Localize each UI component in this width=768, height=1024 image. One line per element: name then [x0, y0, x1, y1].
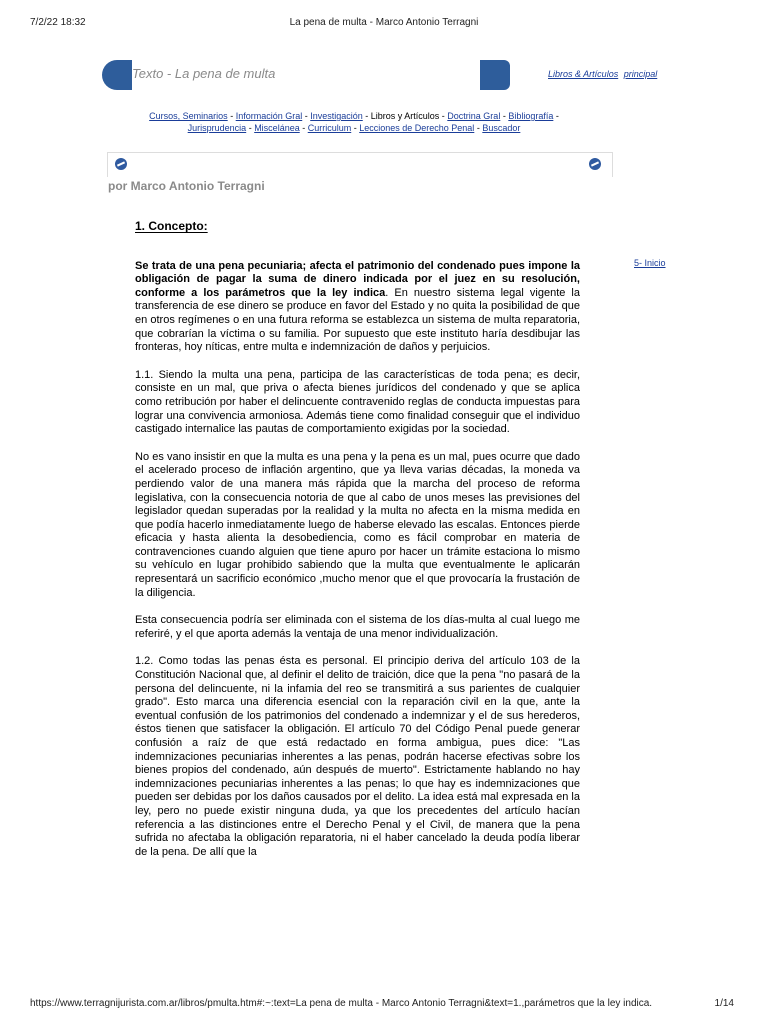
nav-item-bibliografía[interactable]: Bibliografía	[508, 111, 554, 121]
nav-separator: -	[227, 111, 236, 121]
body-paragraph: 1.2. Como todas las penas ésta es personal. El principio deriva del artículo 103 de la Constitución Nacional que, al definir el delito de traición, dice que la pena "no pasará de la persona del delincuente, ni la infamia del reo se transmitirá a sus parientes de cualquier grado". Esto marca una diferencia esencial con la reparación civil en la que, ante la eventual confusión de los patrimonios del condenado a indemnizar y el de sus herederos, éstos tienen que satisfacer la obligación. El artículo 70 del Código Penal puede generar confusión a raíz de que está redactado en forma ambigua, pues dice: "Las indemnizaciones pecuniarias inherentes a las penas, podrán hacerse efectivas sobre los bienes propios del condenado, aún después de muerto". Estrictamente hablando no hay indemnizaciones pecuniarias inherentes a las penas; lo que hay es indemnizaciones que pueden ser debidas por los daños causados por el delito. La idea está mal expresada en la ley, pero no puede existir ninguna duda, ya que los precedentes del artículo hacían referencia a las distinciones entre el Derecho Penal y el Civil, de manera que la pena sufrida no afectaba la obligación reparatoria, ni el haber cancelado la deuda podía liberar de la pena. De allí que la	[135, 655, 580, 858]
print-datetime: 7/2/22 18:32	[30, 17, 86, 28]
body-paragraph: No es vano insistir en que la multa es una pena y la pena es un mal, pues ocurre que dado el acelerado proceso de inflación argentino, que ya lleva varias décadas, la moneda va perdiendo valor de una manera más rápida que la marcha del proceso de reforma legislativa, con la consecuencia notoria de que al cabo de unos meses las previsiones del legislador quedan superadas por la realidad y la multa no afecta en la misma medida en que podía hacerlo inmediatamente luego de haberse elevado las escalas. Entonces pierde eficacia y hasta alienta la desobediencia, como es fácil comprobar en materia de contravenciones cuando alguien que tiene apuro por hacer un trámite estaciona lo mismo su vehículo en lugar prohibido sabiendo que la multa que eventualmente le aplicarán representará un sacrificio económico ,mucho menor que el que provocaría la frustación de la diligencia.	[135, 450, 580, 599]
intro-bold-text: Se trata de una pena pecuniaria; afecta el patrimonio del condenado pues impone la obligación de pagar la suma de dinero indicada por el juez en su resolución, conforme a los parámetros que la ley indica	[135, 259, 580, 299]
nav-item-curriculum[interactable]: Curriculum	[307, 123, 352, 133]
nav-separator: -	[299, 123, 308, 133]
nav-item-cursos-seminarios[interactable]: Cursos, Seminarios	[149, 111, 228, 121]
nav-item-jurisprudencia[interactable]: Jurisprudencia	[187, 123, 247, 133]
bullet-ball-icon	[589, 158, 601, 170]
print-header	[0, 0, 768, 28]
principal-link[interactable]: principal	[623, 69, 658, 79]
article-body	[135, 220, 580, 873]
intro-rest-text: . En nuestro sistema legal vigente la transferencia de ese dinero se produce en favor del Estado y no quita la posibilidad de que en otros regímenes o en una futura reforma se establezca un sistema de multa reparatoria, que cobrarían la víctima o su familia. Por supuesto que este instituto haría desdibujar las fronteras, hoy níticas, entre multa e indemnización de daños y perjuicios.	[135, 286, 580, 354]
nav-separator: -	[474, 123, 483, 133]
nav-separator: -	[351, 123, 360, 133]
banner-left-block	[102, 60, 132, 90]
body-paragraph: Esta consecuencia podría ser eliminada con el sistema de los días-multa al cual luego me referiré, y el que aporta además la ventaja de una menor individualización.	[135, 614, 580, 640]
banner-title: Texto - La pena de multa	[132, 66, 276, 81]
print-url: https://www.terragnijurista.com.ar/libros/pmulta.htm#:~:text=La pena de multa - Marco Antonio Terragni&text=1.,parámetros que la ley indica.	[30, 998, 653, 1009]
nav-separator: -	[302, 111, 311, 121]
nav-item-libros-y-artículos: Libros y Artículos	[370, 111, 440, 121]
top-links	[548, 69, 660, 79]
nav-separator: -	[439, 111, 448, 121]
title-banner	[102, 60, 510, 90]
banner-right-block	[480, 60, 510, 90]
page-number: 1/14	[714, 998, 734, 1009]
inicio-link[interactable]: 5- Inicio	[634, 258, 666, 268]
nav-item-lecciones-de-derecho-penal[interactable]: Lecciones de Derecho Penal	[359, 123, 475, 133]
nav-item-miscelánea[interactable]: Miscelánea	[254, 123, 300, 133]
print-footer	[0, 996, 768, 1024]
author-line: por Marco Antonio Terragni	[108, 179, 265, 193]
print-page-title: La pena de multa - Marco Antonio Terragni	[289, 17, 479, 28]
nav-item-información-gral[interactable]: Información Gral	[235, 111, 303, 121]
nav-separator: -	[553, 111, 559, 121]
nav-item-buscador[interactable]: Buscador	[482, 123, 521, 133]
site-navigation	[124, 110, 584, 134]
nav-separator: -	[500, 111, 509, 121]
nav-separator: -	[246, 123, 255, 133]
body-paragraph: 1.1. Siendo la multa una pena, participa de las características de toda pena; es decir, consiste en un mal, que priva o afecta bienes jurídicos del condenado y que se aplica como retribución por haber el delincuente contravenido reglas de conducta impuestas para lograr una convivencia armoniosa. Además tiene como finalidad conseguir que el individuo castigado internalice las pautas de comportamiento exigidas por la sociedad.	[135, 368, 580, 436]
nav-separator: -	[362, 111, 371, 121]
nav-item-investigación[interactable]: Investigación	[310, 111, 363, 121]
intro-paragraph	[135, 260, 580, 355]
libros-articulos-link[interactable]: Libros & Artículos	[548, 69, 619, 79]
bullet-ball-icon	[115, 158, 127, 170]
nav-item-doctrina-gral[interactable]: Doctrina Gral	[447, 111, 501, 121]
side-nav	[634, 258, 666, 268]
header-frame	[107, 152, 613, 177]
section-heading: 1. Concepto:	[135, 219, 208, 233]
